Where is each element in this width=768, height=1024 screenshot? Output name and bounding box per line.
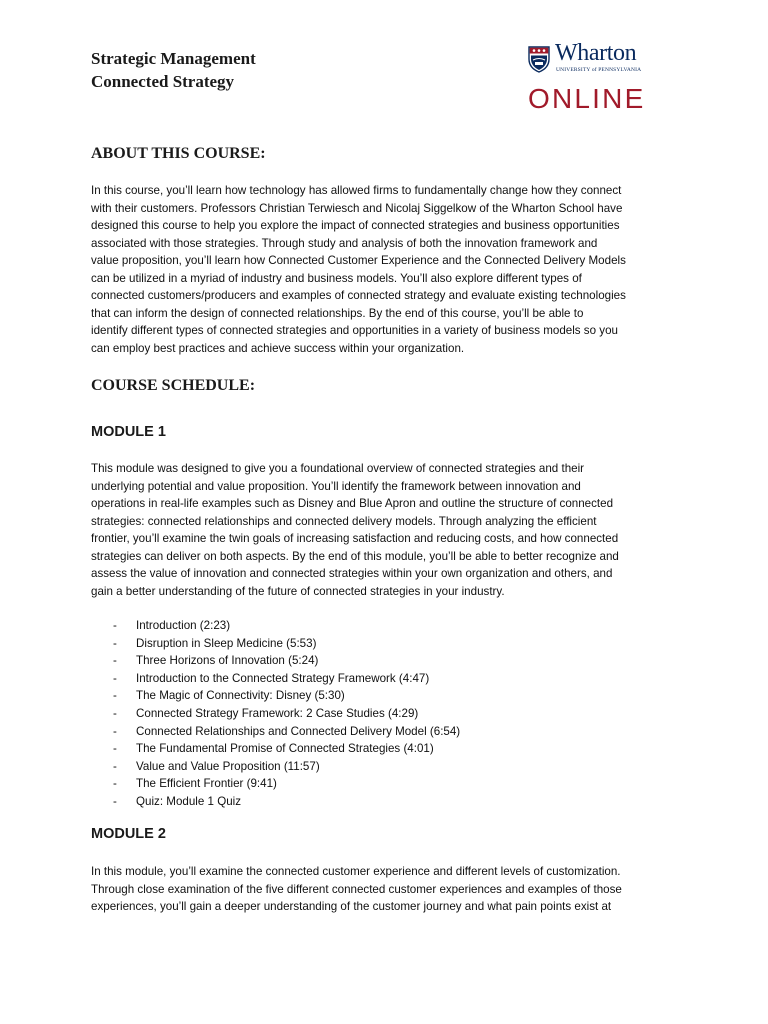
logo-subtitle: UNIVERSITY of PENNSYLVANIA bbox=[556, 67, 642, 73]
title-line-1: Strategic Management bbox=[91, 49, 256, 68]
paragraph-line: experiences, you’ll gain a deeper understanding of the customer journey and what pain points exist at bbox=[91, 900, 612, 913]
paragraph-line: connected customers/producers and examples of connected strategy and evaluate existing technologies bbox=[91, 289, 626, 302]
module-2-heading: MODULE 2 bbox=[91, 826, 166, 842]
paragraph-line: In this module, you’ll examine the connected customer experience and different levels of customization. bbox=[91, 865, 621, 878]
paragraph-line: with their customers. Professors Christian Terwiesch and Nicolaj Siggelkow of the Wharton School have bbox=[91, 201, 623, 215]
logo-online-text: ONLINE bbox=[528, 83, 646, 114]
bullet-dash: - bbox=[113, 742, 117, 756]
wharton-online-logo bbox=[528, 40, 668, 118]
lesson-title: Three Horizons of Innovation (5:24) bbox=[136, 654, 319, 668]
list-item bbox=[113, 705, 460, 723]
paragraph-line: value proposition, you’ll learn how Connected Customer Experience and the Connected Delivery Models bbox=[91, 254, 626, 267]
bullet-dash: - bbox=[113, 759, 117, 773]
about-heading: ABOUT THIS COURSE: bbox=[91, 145, 266, 162]
list-item bbox=[113, 740, 460, 758]
module-1-paragraph bbox=[91, 460, 691, 600]
bullet-dash: - bbox=[113, 654, 117, 668]
paragraph-line: frontier, you’ll examine the twin goals of increasing satisfaction and reducing costs, and how connected bbox=[91, 532, 619, 545]
paragraph-line: strategies can deliver on both aspects. By the end of this module, you’ll be able to better recognize and bbox=[91, 549, 619, 563]
lesson-title: Quiz: Module 1 Quiz bbox=[136, 794, 242, 808]
paragraph-line: can employ best practices and achieve success within your organization. bbox=[91, 341, 465, 355]
paragraph-line: designed this course to help you explore the impact of connected strategies and business opportunities bbox=[91, 219, 620, 232]
paragraph-line: gain a better understanding of the future of connected strategies in your industry. bbox=[91, 584, 505, 598]
paragraph-line: assess the value of innovation and connected strategies within your own organization and others, and bbox=[91, 567, 613, 580]
paragraph-line: underlying potential and value proposition. You’ll identify the framework between innovation and bbox=[91, 479, 581, 493]
schedule-heading: COURSE SCHEDULE: bbox=[91, 377, 256, 394]
paragraph-line: strategies: connected relationships and connected delivery models. Through analyzing the efficient bbox=[91, 514, 597, 528]
module-2-paragraph bbox=[91, 863, 691, 916]
paragraph-line: This module was designed to give you a foundational overview of connected strategies and their bbox=[91, 462, 585, 475]
list-item bbox=[113, 670, 460, 688]
module-1-heading: MODULE 1 bbox=[91, 424, 166, 440]
title-line-2: Connected Strategy bbox=[91, 72, 235, 91]
bullet-dash: - bbox=[113, 636, 117, 650]
bullet-dash: - bbox=[113, 777, 117, 791]
lesson-title: Introduction to the Connected Strategy Framework (4:47) bbox=[136, 671, 430, 685]
bullet-dash: - bbox=[113, 706, 117, 720]
university-crest-icon bbox=[528, 46, 550, 73]
paragraph-line: identify different types of connected strategies and opportunities in a variety of business models so you bbox=[91, 324, 618, 337]
bullet-dash: - bbox=[113, 724, 117, 738]
list-item bbox=[113, 635, 460, 653]
list-item bbox=[113, 687, 460, 705]
logo-wordmark: Wharton bbox=[555, 40, 637, 66]
paragraph-line: operations in real-life examples such as Disney and Blue Apron and outline the structure of connected bbox=[91, 497, 614, 510]
lesson-title: The Fundamental Promise of Connected Strategies (4:01) bbox=[136, 742, 434, 756]
lesson-title: Disruption in Sleep Medicine (5:53) bbox=[136, 636, 317, 650]
bullet-dash: - bbox=[113, 671, 117, 685]
lesson-title: The Magic of Connectivity: Disney (5:30) bbox=[136, 689, 345, 703]
paragraph-line: that can inform the design of connected relationships. By the end of this course, you’ll be able to bbox=[91, 306, 584, 320]
list-item bbox=[113, 652, 460, 670]
bullet-dash: - bbox=[113, 689, 117, 703]
bullet-dash: - bbox=[113, 794, 117, 808]
paragraph-line: can be utilized in a myriad of industry and business models. You’ll also explore different types of bbox=[91, 271, 582, 285]
about-paragraph bbox=[91, 182, 691, 357]
bullet-dash: - bbox=[113, 619, 117, 632]
list-item bbox=[113, 723, 460, 741]
lesson-title: Introduction (2:23) bbox=[136, 619, 231, 632]
lesson-title: The Efficient Frontier (9:41) bbox=[136, 777, 277, 791]
lesson-title: Connected Relationships and Connected Delivery Model (6:54) bbox=[136, 724, 461, 738]
list-item bbox=[113, 793, 460, 811]
document-title bbox=[91, 47, 256, 93]
paragraph-line: Through close examination of the five different connected customer experiences and examples of those bbox=[91, 882, 622, 896]
paragraph-line: In this course, you’ll learn how technology has allowed firms to fundamentally change how they connect bbox=[91, 184, 622, 197]
lesson-title: Connected Strategy Framework: 2 Case Studies (4:29) bbox=[136, 706, 419, 720]
lesson-title: Value and Value Proposition (11:57) bbox=[136, 759, 320, 773]
list-item bbox=[113, 775, 460, 793]
module-1-lesson-list bbox=[113, 617, 460, 811]
list-item bbox=[113, 617, 460, 635]
list-item bbox=[113, 758, 460, 776]
paragraph-line: associated with those strategies. Through study and analysis of both the innovation framework and bbox=[91, 236, 598, 250]
